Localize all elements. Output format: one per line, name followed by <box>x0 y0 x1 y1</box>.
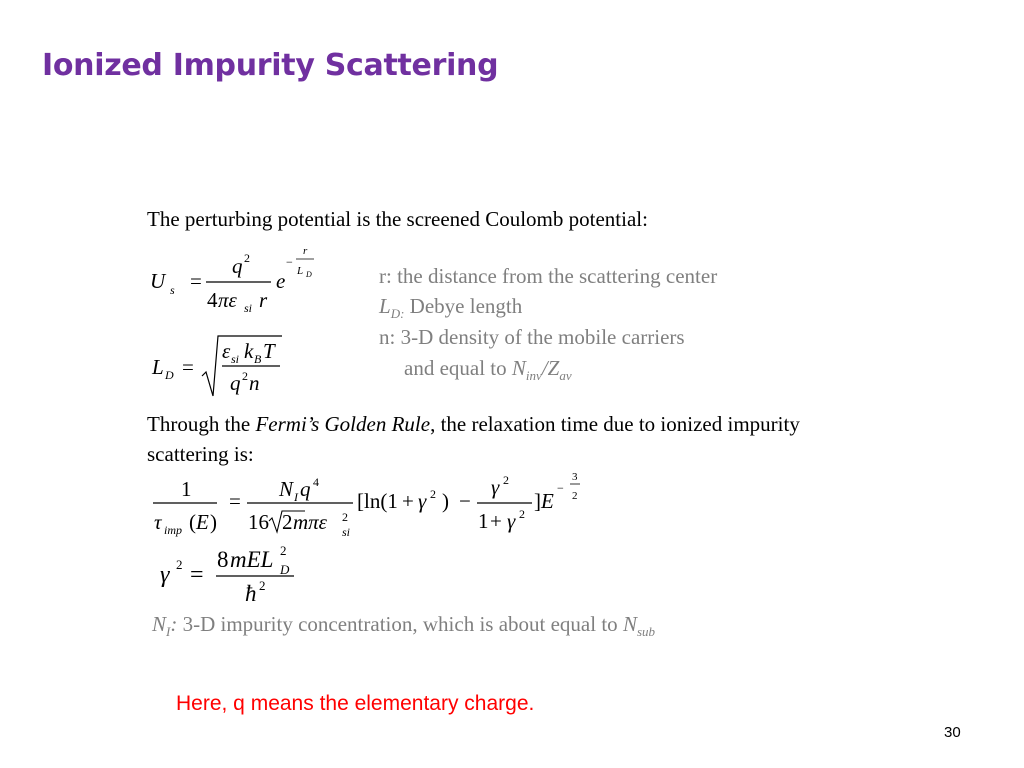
ni-definition <box>152 612 656 640</box>
svg-text:2: 2 <box>503 473 509 487</box>
svg-text:2: 2 <box>519 507 525 521</box>
ni-description: 3-D impurity concentration, which is about equal to <box>182 612 618 636</box>
svg-text:mEL: mEL <box>230 547 274 572</box>
svg-text:γ: γ <box>418 489 427 513</box>
svg-text:γ: γ <box>491 475 500 499</box>
svg-text:=: = <box>182 355 194 379</box>
svg-text:[ln(1: [ln(1 <box>357 489 398 513</box>
svg-text:1: 1 <box>181 477 192 501</box>
ninv-symbol: N <box>511 356 526 380</box>
debye-length-equation <box>140 330 300 402</box>
svg-text:si: si <box>342 525 351 539</box>
svg-text:mπε: mπε <box>293 510 327 534</box>
intro-text: The perturbing potential is the screened Coulomb potential: <box>147 207 648 231</box>
svg-text:+: + <box>490 509 502 533</box>
svg-text:4: 4 <box>207 288 218 312</box>
svg-text:D: D <box>280 562 290 577</box>
def-debye-length <box>379 294 523 322</box>
svg-text:=: = <box>190 562 204 588</box>
svg-text:2: 2 <box>282 510 293 534</box>
svg-text:2: 2 <box>342 510 348 524</box>
ni-symbol: N <box>152 612 167 636</box>
svg-text:3: 3 <box>572 471 578 483</box>
svg-text:+: + <box>402 489 414 513</box>
svg-text:k: k <box>244 339 254 363</box>
svg-text:2: 2 <box>280 543 287 558</box>
svg-text:D: D <box>165 368 174 382</box>
gamma-equation <box>150 536 310 608</box>
fermi-rule-name: Fermi’s Golden Rule <box>255 412 431 436</box>
def-n: n: 3-D density of the mobile carriers <box>379 325 685 349</box>
svg-text:si: si <box>244 301 253 315</box>
svg-text:(: ( <box>189 510 196 534</box>
fermi-rule-line2: scattering is: <box>147 442 254 466</box>
fermi-prefix: Through the <box>147 412 251 436</box>
svg-text:r: r <box>259 288 268 312</box>
svg-text:=: = <box>229 489 241 513</box>
svg-text:E: E <box>541 489 554 513</box>
elementary-charge-note: Here, q means the elementary charge. <box>176 692 535 715</box>
svg-text:γ: γ <box>507 509 516 533</box>
svg-text:q: q <box>300 477 311 501</box>
svg-text:q: q <box>230 371 241 395</box>
svg-text:2: 2 <box>176 557 183 572</box>
svg-text:): ) <box>442 489 449 513</box>
ni-subscript: I <box>166 624 171 640</box>
page-number: 30 <box>944 724 961 741</box>
svg-text:T: T <box>263 339 275 363</box>
zav-symbol: Z <box>547 356 560 380</box>
ninv-subscript: inv <box>525 368 542 384</box>
def-n-continuation <box>404 356 572 384</box>
svg-text:8: 8 <box>217 547 229 572</box>
svg-text:D: D <box>306 270 312 279</box>
svg-text:ε: ε <box>222 339 231 363</box>
ld-description: Debye length <box>409 294 523 318</box>
svg-text:1: 1 <box>478 509 489 533</box>
svg-text:U: U <box>150 269 166 293</box>
nsub-symbol: N <box>622 612 637 636</box>
ld-symbol: L <box>379 294 391 318</box>
svg-text:2: 2 <box>244 251 250 265</box>
slide-title: Ionized Impurity Scattering <box>42 48 499 83</box>
svg-text:I: I <box>294 490 298 504</box>
nsub-subscript: sub <box>636 624 656 640</box>
svg-text:e: e <box>276 269 286 293</box>
svg-text:−: − <box>459 489 471 513</box>
svg-text:4: 4 <box>313 475 319 489</box>
svg-text:imp: imp <box>164 523 182 537</box>
relaxation-time-equation <box>145 466 595 546</box>
svg-text:2: 2 <box>242 369 248 383</box>
svg-text:r: r <box>303 245 308 257</box>
svg-text:ħ: ħ <box>245 581 257 606</box>
svg-text:−: − <box>286 255 293 269</box>
svg-text:): ) <box>210 510 217 534</box>
def-r: r: the distance from the scattering center <box>379 264 718 288</box>
svg-text:2: 2 <box>259 578 266 593</box>
svg-text:N: N <box>279 477 294 501</box>
zav-subscript: av <box>559 368 572 384</box>
svg-text:2: 2 <box>430 487 436 501</box>
svg-text:E: E <box>196 510 209 534</box>
ni-colon: : <box>170 612 178 636</box>
fermi-rule-line1 <box>147 412 800 437</box>
svg-text:τ: τ <box>154 510 162 534</box>
svg-text:n: n <box>249 371 260 395</box>
svg-text:−: − <box>557 481 564 495</box>
svg-text:B: B <box>254 352 262 366</box>
svg-text:si: si <box>231 352 240 366</box>
def-n-cont-prefix: and equal to <box>404 356 507 380</box>
svg-text:L: L <box>152 355 164 379</box>
coulomb-equation <box>140 238 340 318</box>
svg-text:L: L <box>297 265 304 277</box>
slash: / <box>541 356 548 380</box>
svg-text:γ: γ <box>160 562 170 588</box>
fermi-suffix: , the relaxation time due to ionized impurity <box>430 412 800 436</box>
svg-text:πε: πε <box>218 288 237 312</box>
ld-subscript: D: <box>390 306 405 322</box>
svg-text:=: = <box>190 269 202 293</box>
svg-text:q: q <box>232 254 243 278</box>
svg-text:]: ] <box>534 489 541 513</box>
svg-text:s: s <box>170 283 175 297</box>
svg-text:16: 16 <box>248 510 269 534</box>
svg-text:2: 2 <box>572 490 578 502</box>
